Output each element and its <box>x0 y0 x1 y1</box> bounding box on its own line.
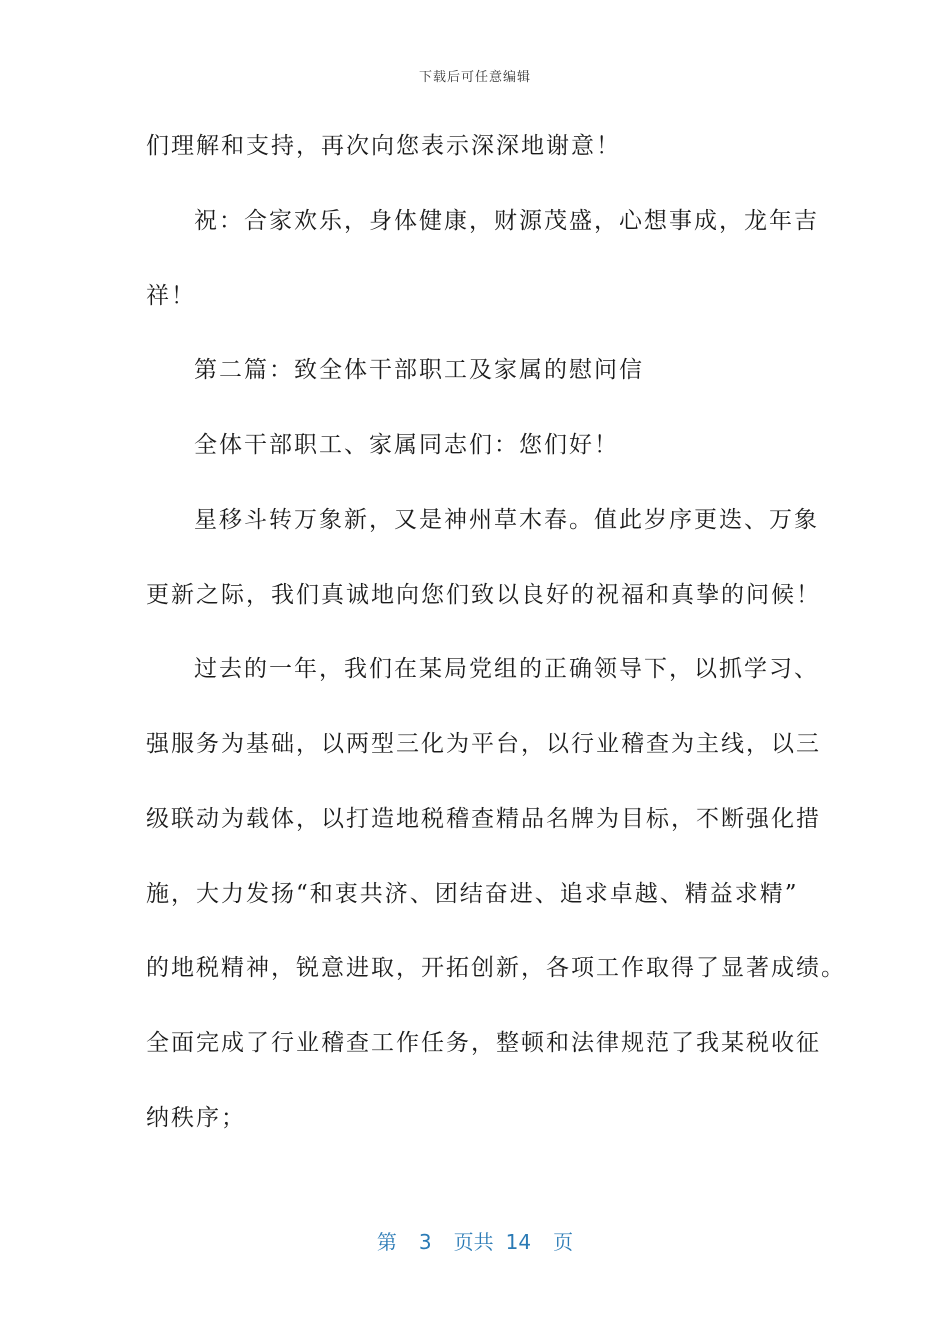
text-line: 星移斗转万象新，又是神州草木春。值此岁序更迭、万象 <box>194 507 819 533</box>
total-pages: 14 <box>505 1230 532 1254</box>
page-suffix: 页 <box>553 1230 574 1254</box>
text-line: 级联动为载体，以打造地税稽查精品名牌为目标，不断强化措 <box>146 806 821 832</box>
text-line: 全面完成了行业稽查工作任务，整顿和法律规范了我某税收征 <box>146 1030 821 1056</box>
text-line: 过去的一年，我们在某局党组的正确领导下，以抓学习、 <box>194 656 819 682</box>
page-prefix: 第 <box>376 1230 397 1254</box>
text-line: 纳秩序； <box>146 1105 246 1131</box>
header-note: 下载后可任意编辑 <box>418 70 531 85</box>
current-page: 3 <box>418 1230 432 1254</box>
text-line: 祥！ <box>146 283 196 309</box>
text-line: 施，大力发扬“和衷共济、团结奋进、追求卓越、精益求精” <box>146 881 799 907</box>
text-line: 强服务为基础，以两型三化为平台，以行业稽查为主线，以三 <box>146 731 821 757</box>
salutation: 全体干部职工、家属同志们：您们好！ <box>194 432 619 458</box>
page-mid: 页共 <box>453 1230 494 1254</box>
text-line: 的地税精神，锐意进取，开拓创新，各项工作取得了显著成绩。 <box>146 955 846 981</box>
text-line: 更新之际，我们真诚地向您们致以良好的祝福和真挚的问候！ <box>146 582 821 608</box>
text-line: 们理解和支持，再次向您表示深深地谢意！ <box>146 133 621 159</box>
text-line: 祝：合家欢乐，身体健康，财源茂盛，心想事成，龙年吉 <box>194 208 819 234</box>
section-title: 第二篇：致全体干部职工及家属的慰问信 <box>194 357 644 383</box>
page-number-footer <box>0 1226 950 1255</box>
